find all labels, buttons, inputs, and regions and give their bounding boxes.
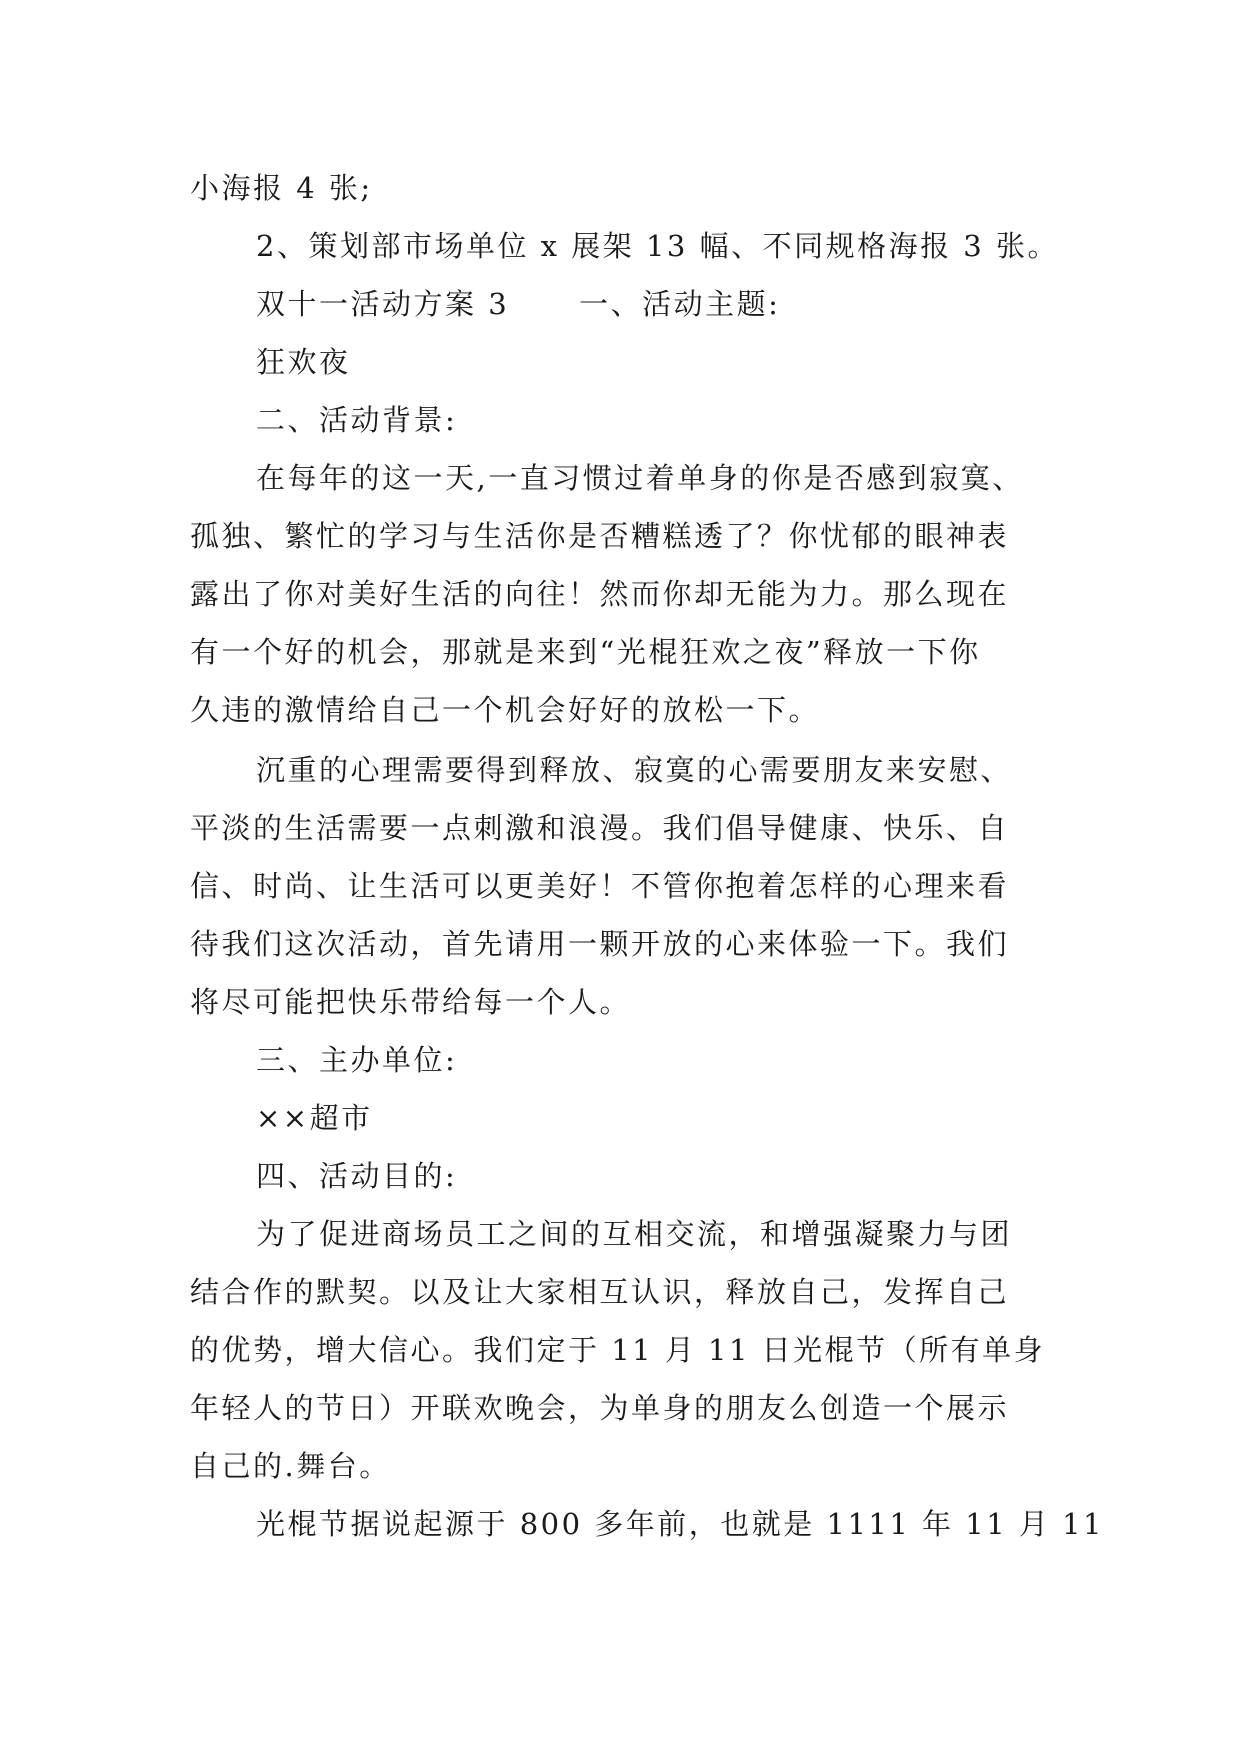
text-line: 久违的激情给自己一个机会好好的放松一下。 xyxy=(190,693,821,727)
text-line: 的优势，增大信心。我们定于 11 月 11 日光棍节（所有单身 xyxy=(190,1333,1046,1367)
text-line: ××超市 xyxy=(256,1101,373,1135)
text-line: 光棍节据说起源于 800 多年前，也就是 1111 年 11 月 11 xyxy=(256,1507,1104,1541)
section-heading: 三、主办单位: xyxy=(256,1043,458,1077)
text-line: 将尽可能把快乐带给每一个人。 xyxy=(190,985,632,1019)
text-line: 露出了你对美好生活的向往！然而你却无能为力。那么现在 xyxy=(190,577,1010,611)
section-heading: 一、活动主题: xyxy=(579,287,781,321)
text-line: 年轻人的节日）开联欢晚会，为单身的朋友么创造一个展示 xyxy=(190,1391,1010,1425)
text-line: 沉重的心理需要得到释放、寂寞的心需要朋友来安慰、 xyxy=(256,753,1013,787)
text-line: 有一个好的机会，那就是来到“光棍狂欢之夜”释放一下你 xyxy=(190,635,981,669)
section-heading: 四、活动目的: xyxy=(256,1159,458,1193)
text-line: 待我们这次活动，首先请用一颗开放的心来体验一下。我们 xyxy=(190,927,1010,961)
section-heading: 二、活动背景: xyxy=(256,403,458,437)
section-heading-line xyxy=(256,284,780,324)
text-line: 为了促进商场员工之间的互相交流，和增强凝聚力与团 xyxy=(256,1217,1013,1251)
text-line: 平淡的生活需要一点刺激和浪漫。我们倡导健康、快乐、自 xyxy=(190,811,1010,845)
text-line: 狂欢夜 xyxy=(256,345,351,379)
text-line: 结合作的默契。以及让大家相互认识，释放自己，发挥自己 xyxy=(190,1275,1010,1309)
plan-title: 双十一活动方案 3 xyxy=(256,287,510,321)
text-line: 在每年的这一天,一直习惯过着单身的你是否感到寂寞、 xyxy=(256,461,1024,495)
text-line: 小海报 4 张; xyxy=(190,171,373,205)
text-line: 孤独、繁忙的学习与生活你是否糟糕透了？你忧郁的眼神表 xyxy=(190,519,1010,553)
text-line: 信、时尚、让生活可以更美好！不管你抱着怎样的心理来看 xyxy=(190,869,1010,903)
text-line: 自己的.舞台。 xyxy=(190,1449,391,1483)
text-line: 2、策划部市场单位 x 展架 13 幅、不同规格海报 3 张。 xyxy=(256,229,1059,263)
